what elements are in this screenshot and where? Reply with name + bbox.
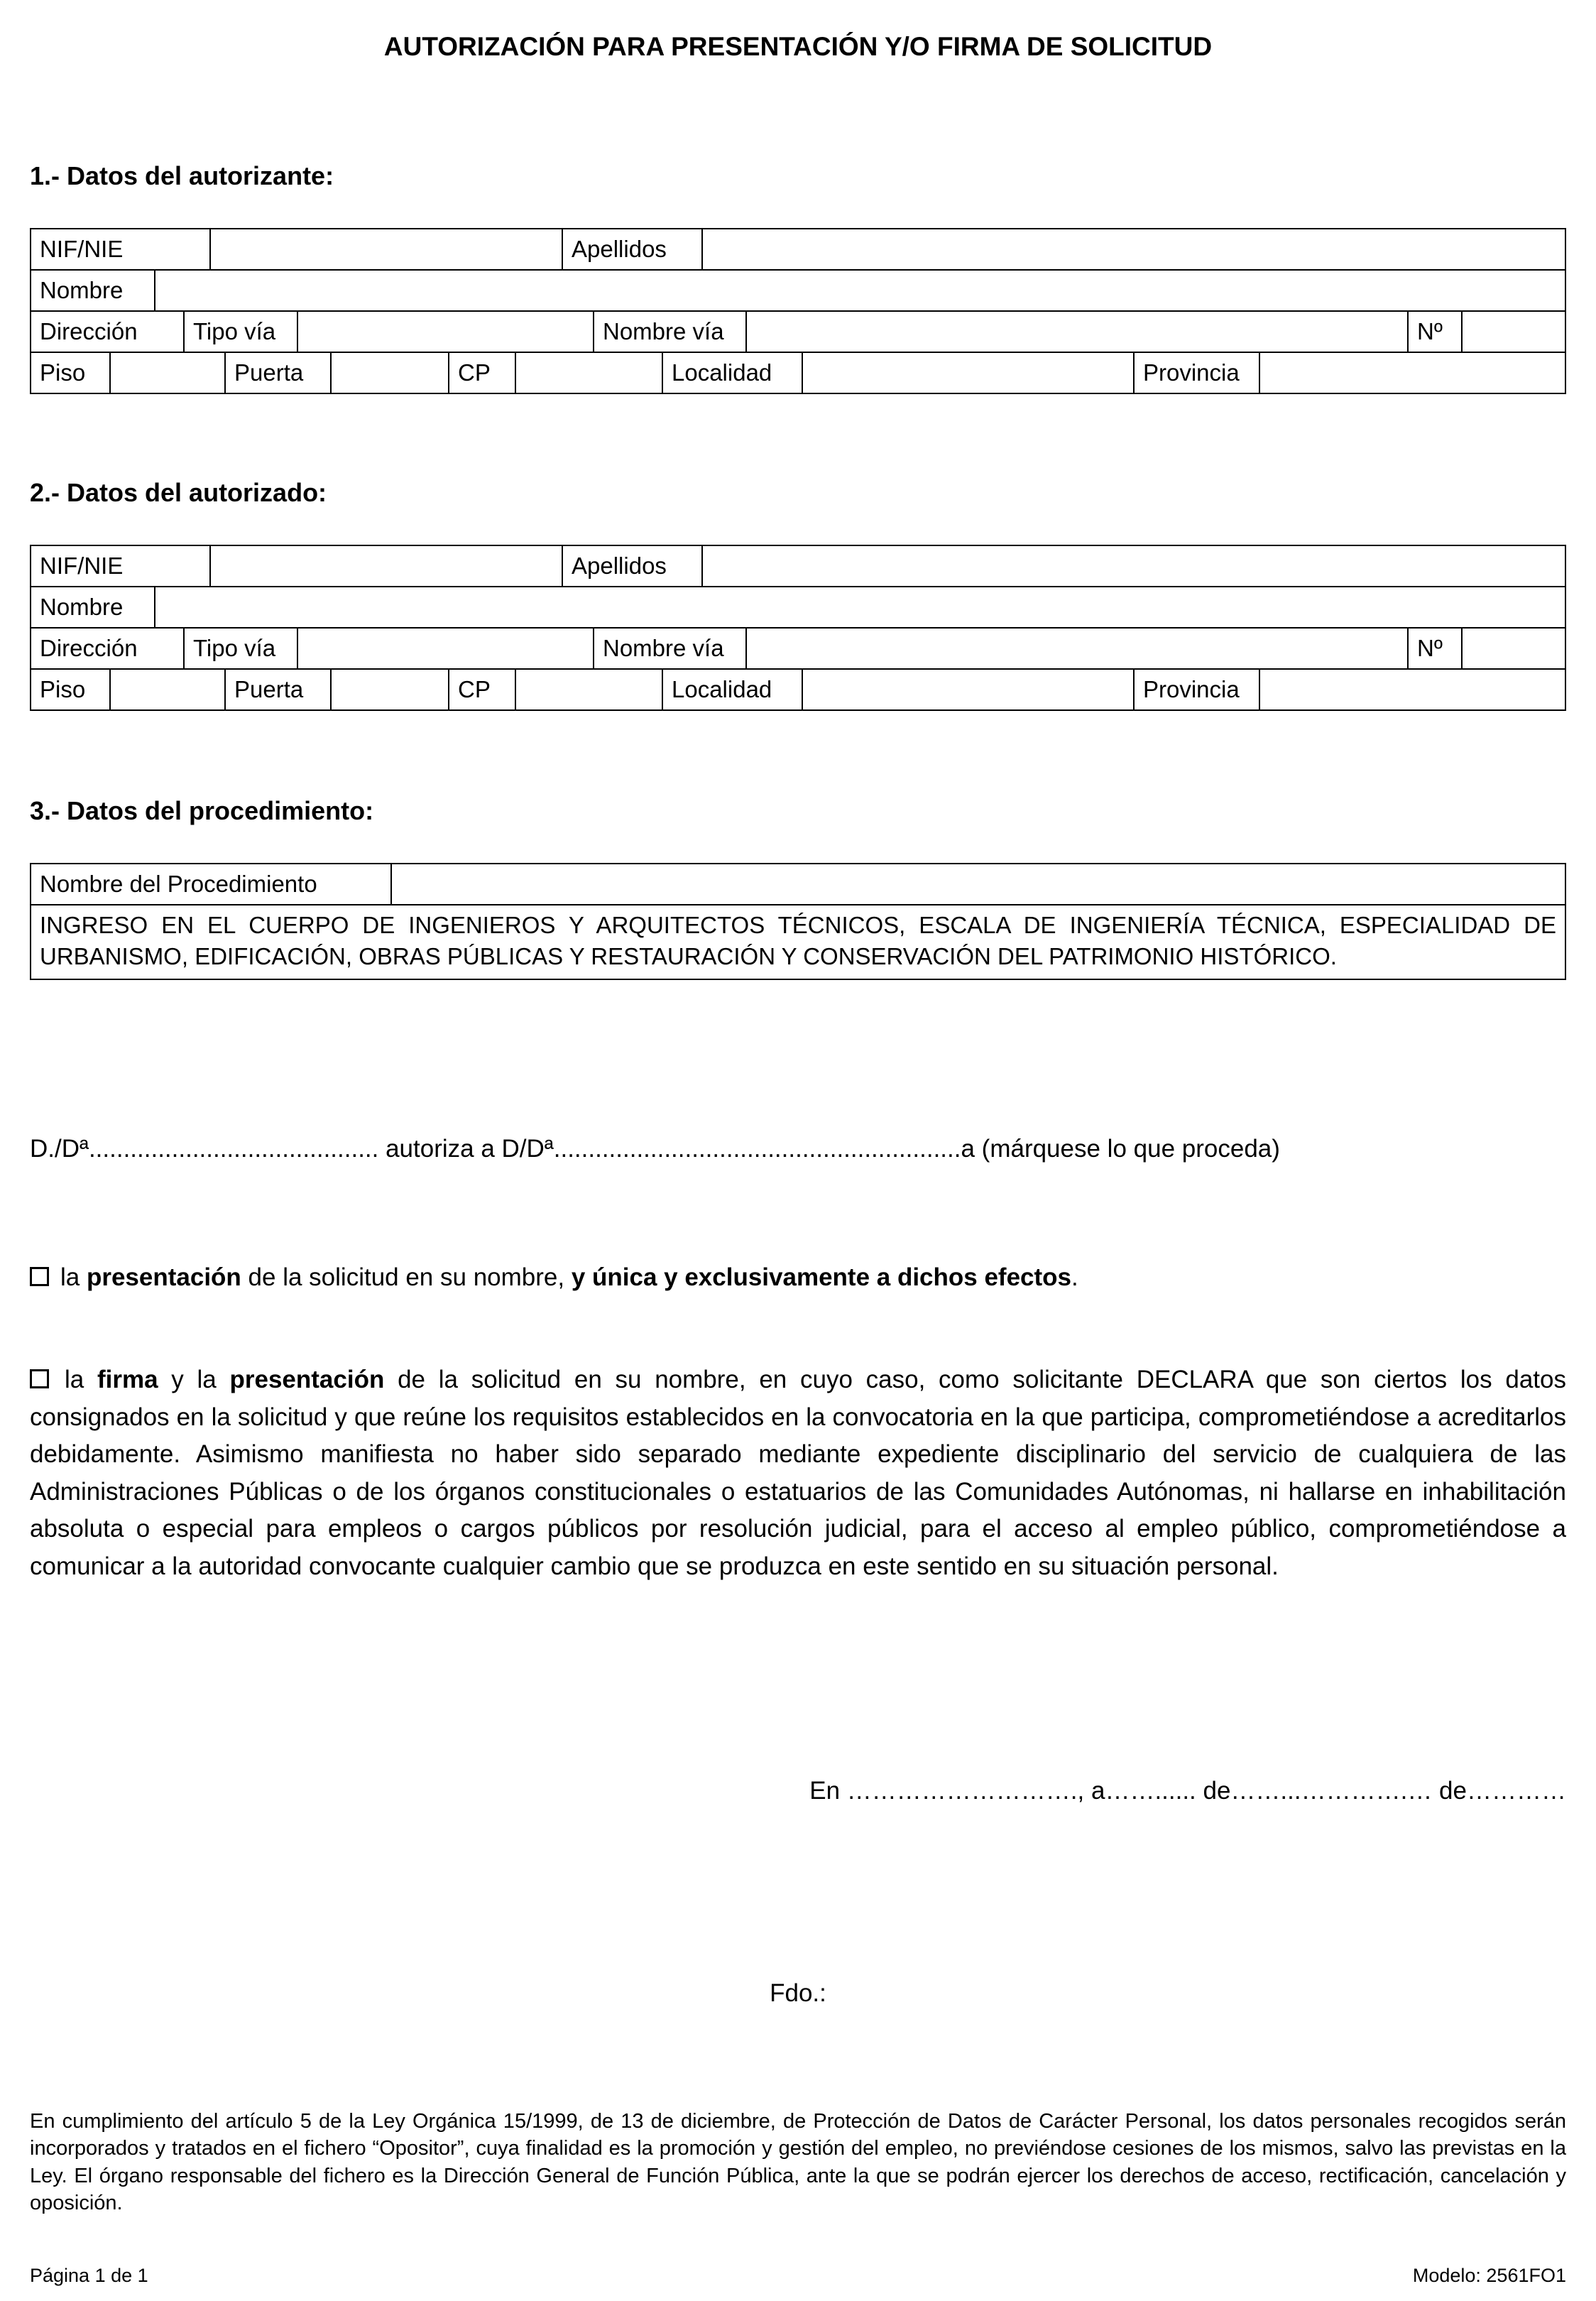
legal-notice: En cumplimiento del artículo 5 de la Ley Orgánica 15/1999, de 13 de diciembre, de Protección de Datos de Carácter Personal, los datos personales recogidos serán incorporados y tratados en el fichero “Opositor”, cuya finalidad es la promoción y gestión del empleo, no previéndose cesiones de los mismos, salvo las previstas en la Ley. El órgano responsable del fichero es la Dirección General de Función Pública, ante la que se podrán ejercer los derechos de acceso, rectificación, cancelación y oposición.: [30, 2109, 1566, 2215]
puerta-label: Puerta: [224, 668, 332, 711]
autorizante-localidad-input[interactable]: [802, 352, 1135, 394]
section-heading-procedimiento: 3.- Datos del procedimiento:: [30, 796, 374, 825]
option-text-bold: y única y exclusivamente a dichos efectos: [571, 1263, 1072, 1291]
nif-label: NIF/NIE: [30, 228, 211, 271]
numero-label: Nº: [1407, 627, 1463, 670]
nombre-procedimiento-input[interactable]: [390, 863, 1566, 905]
table-row: [30, 228, 1566, 271]
section-heading-autorizado: 2.- Datos del autorizado:: [30, 478, 327, 507]
autorizado-puerta-input[interactable]: [330, 668, 449, 711]
option-text: de la solicitud en su nombre,: [241, 1263, 572, 1291]
localidad-label: Localidad: [662, 668, 803, 711]
localidad-label: Localidad: [662, 352, 803, 394]
option-text-bold: presentación: [86, 1263, 241, 1291]
presentacion-checkbox[interactable]: [30, 1267, 49, 1286]
option-text: la: [60, 1263, 87, 1291]
autorizante-table: [30, 228, 1566, 394]
autorizante-puerta-input[interactable]: [330, 352, 449, 394]
autorizado-nombre-via-input[interactable]: [745, 627, 1409, 670]
table-row: [30, 269, 1566, 312]
autorizante-nombre-input[interactable]: [154, 269, 1566, 312]
numero-label: Nº: [1407, 310, 1463, 353]
autorizado-localidad-input[interactable]: [802, 668, 1135, 711]
autorizado-cp-input[interactable]: [515, 668, 663, 711]
model-number: Modelo: 2561FO1: [1412, 2265, 1566, 2286]
autorizado-table: [30, 545, 1566, 711]
autorizante-tipo-via-input[interactable]: [297, 310, 594, 353]
table-row: [30, 668, 1566, 711]
option-firma-presentacion: [30, 1361, 1566, 1585]
page-footer: [30, 2265, 1566, 2287]
direccion-label: Dirección: [30, 627, 185, 670]
apellidos-label: Apellidos: [562, 228, 703, 271]
authorization-line: D./Dª.......................................... autoriza a D/Dª...........................................................a (márquese lo que proceda): [30, 1135, 1280, 1163]
table-row: [30, 586, 1566, 629]
option-text: de la solicitud en su nombre, en cuyo caso, como solicitante DECLARA que son ciertos los datos consignados en la solicitud y que reúne los requisitos establecidos en la convocatoria en la que participa, comprometiéndose a acreditarlos debidamente. Asimismo manifiesta no haber sido separado mediante expediente disciplinario del servicio de cualquiera de las Administraciones Públicas o de los órganos constitucionales o estatuarios de las Comunidades Autónomas, ni hallarse en inhabilitación absoluta o especial para empleos o cargos públicos por resolución judicial, para el acceso al empleo público, comprometiéndose a comunicar a la autoridad convocante cualquier cambio que se produzca en este sentido en su situación personal.: [30, 1366, 1566, 1580]
page-number: Página 1 de 1: [30, 2265, 148, 2286]
procedimiento-table: [30, 863, 1566, 980]
nombre-via-label: Nombre vía: [593, 310, 747, 353]
autorizante-provincia-input[interactable]: [1259, 352, 1566, 394]
direccion-label: Dirección: [30, 310, 185, 353]
tipo-via-label: Tipo vía: [183, 627, 298, 670]
puerta-label: Puerta: [224, 352, 332, 394]
procedimiento-value: INGRESO EN EL CUERPO DE INGENIEROS Y ARQUITECTOS TÉCNICOS, ESCALA DE INGENIERÍA TÉCNICA, ESPECIALIDAD DE URBANISMO, EDIFICACIÓN, OBRAS PÚBLICAS Y RESTAURACIÓN Y CONSERVACIÓN DEL PATRIMONIO HISTÓRICO.: [30, 904, 1566, 980]
autorizado-nombre-input[interactable]: [154, 586, 1566, 629]
section-heading-autorizante: 1.- Datos del autorizante:: [30, 161, 334, 190]
date-line: En ………………………., a……...... de……...………….… de…………: [809, 1777, 1566, 1805]
provincia-label: Provincia: [1133, 352, 1260, 394]
autorizado-provincia-input[interactable]: [1259, 668, 1566, 711]
apellidos-label: Apellidos: [562, 545, 703, 587]
piso-label: Piso: [30, 668, 111, 711]
tipo-via-label: Tipo vía: [183, 310, 298, 353]
nombre-via-label: Nombre vía: [593, 627, 747, 670]
autorizado-piso-input[interactable]: [109, 668, 226, 711]
nombre-label: Nombre: [30, 586, 155, 629]
table-row: [30, 352, 1566, 394]
piso-label: Piso: [30, 352, 111, 394]
autorizado-tipo-via-input[interactable]: [297, 627, 594, 670]
autorizante-numero-input[interactable]: [1461, 310, 1566, 353]
autorizado-apellidos-input[interactable]: [701, 545, 1566, 587]
option-text: la: [65, 1366, 97, 1394]
table-row: [30, 545, 1566, 587]
table-row: [30, 863, 1566, 905]
nif-label: NIF/NIE: [30, 545, 211, 587]
firma-checkbox[interactable]: [30, 1369, 49, 1388]
autorizado-numero-input[interactable]: [1461, 627, 1566, 670]
option-text: .: [1071, 1263, 1078, 1291]
autorizante-nif-input[interactable]: [209, 228, 563, 271]
autorizante-piso-input[interactable]: [109, 352, 226, 394]
signature-label: Fdo.:: [770, 1979, 826, 2008]
option-presentacion: [30, 1259, 1566, 1297]
page-title: AUTORIZACIÓN PARA PRESENTACIÓN Y/O FIRMA DE SOLICITUD: [383, 32, 1213, 61]
table-row: [30, 310, 1566, 353]
provincia-label: Provincia: [1133, 668, 1260, 711]
autorizado-nif-input[interactable]: [209, 545, 563, 587]
table-row: [30, 627, 1566, 670]
nombre-label: Nombre: [30, 269, 155, 312]
autorizante-apellidos-input[interactable]: [701, 228, 1566, 271]
nombre-procedimiento-label: Nombre del Procedimiento: [30, 863, 392, 905]
option-text-bold: presentación: [229, 1366, 385, 1394]
option-text-bold: firma: [97, 1366, 158, 1394]
option-text: y la: [158, 1366, 230, 1394]
cp-label: CP: [448, 352, 516, 394]
autorizante-nombre-via-input[interactable]: [745, 310, 1409, 353]
cp-label: CP: [448, 668, 516, 711]
autorizante-cp-input[interactable]: [515, 352, 663, 394]
